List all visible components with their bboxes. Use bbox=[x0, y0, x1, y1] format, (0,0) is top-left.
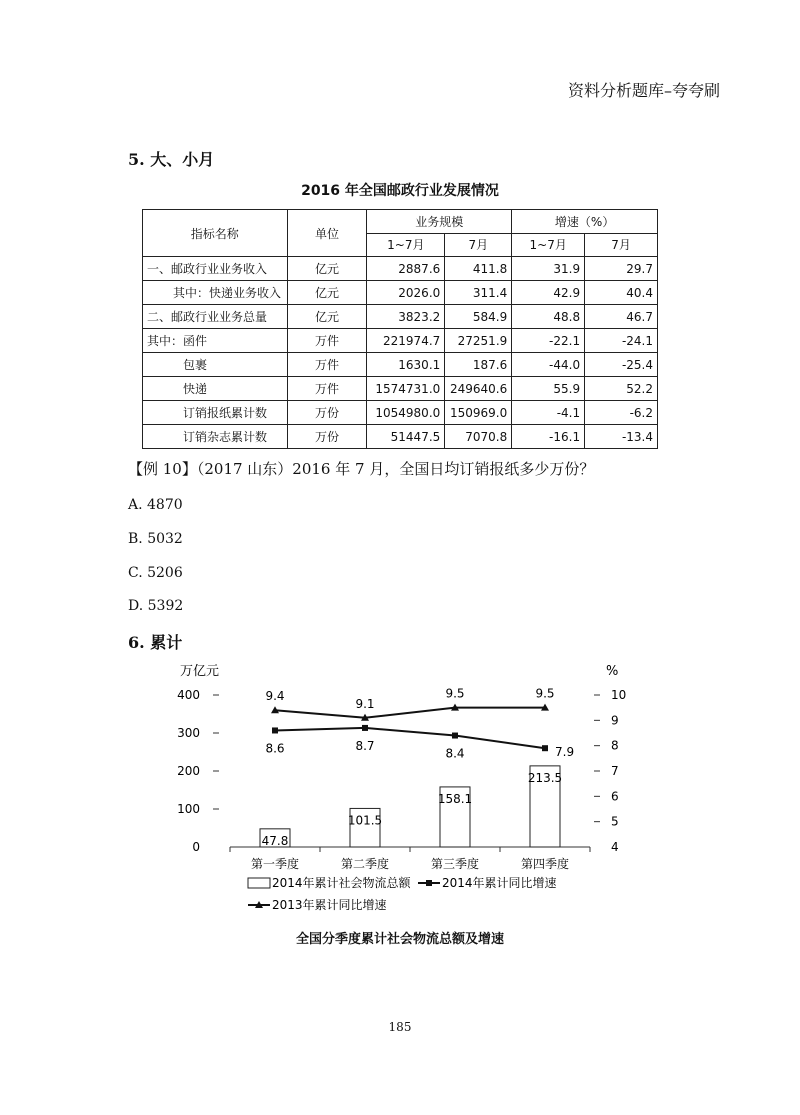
value-cell: -16.1 bbox=[512, 425, 585, 449]
value-cell: 1054980.0 bbox=[367, 401, 445, 425]
right-tick-label: 7 bbox=[611, 764, 619, 778]
left-axis-label: 万亿元 bbox=[180, 664, 220, 679]
table-row bbox=[143, 329, 658, 353]
right-tick-label: 9 bbox=[611, 713, 619, 728]
indicator-cell: 订销杂志累计数 bbox=[143, 425, 288, 449]
indicator-cell: 二、邮政行业业务总量 bbox=[143, 305, 288, 329]
line-data-label: 9.4 bbox=[265, 689, 285, 704]
value-cell: 40.4 bbox=[585, 281, 658, 305]
value-cell: -44.0 bbox=[512, 353, 585, 377]
table-title: 2016 年全国邮政行业发展情况 bbox=[301, 183, 499, 199]
table-row bbox=[143, 353, 658, 377]
table-row bbox=[143, 305, 658, 329]
legend-square-marker bbox=[426, 880, 432, 886]
value-cell: 221974.7 bbox=[367, 329, 445, 353]
value-cell: 3823.2 bbox=[367, 305, 445, 329]
value-cell: -25.4 bbox=[585, 353, 658, 377]
line-data-label: 9.5 bbox=[535, 686, 555, 701]
value-cell: 2026.0 bbox=[367, 281, 445, 305]
table-row bbox=[143, 257, 658, 281]
left-tick-label: 0 bbox=[192, 840, 200, 854]
value-cell: 31.9 bbox=[512, 257, 585, 281]
value-cell: 42.9 bbox=[512, 281, 585, 305]
value-cell: 7070.8 bbox=[445, 425, 512, 449]
section-5-title: 5. 大、小月 bbox=[128, 150, 215, 169]
stats-table bbox=[142, 209, 658, 449]
option-c[interactable]: C. 5206 bbox=[128, 565, 183, 581]
square-marker bbox=[272, 727, 278, 733]
table-row bbox=[143, 281, 658, 305]
unit-cell: 亿元 bbox=[287, 305, 367, 329]
unit-cell: 万份 bbox=[287, 401, 367, 425]
category-label: 第二季度 bbox=[340, 857, 390, 871]
right-axis-label: % bbox=[606, 664, 619, 679]
option-b[interactable]: B. 5032 bbox=[128, 531, 183, 547]
header-scale: 业务规模 bbox=[367, 210, 512, 234]
unit-cell: 万件 bbox=[287, 353, 367, 377]
option-a[interactable]: A. 4870 bbox=[128, 497, 183, 513]
unit-cell: 万件 bbox=[287, 377, 367, 401]
legend-label: 2013年累计同比增速 bbox=[272, 898, 387, 912]
value-cell: -4.1 bbox=[512, 401, 585, 425]
header-growth: 增速（%） bbox=[512, 210, 658, 234]
header-scale-jul: 7月 bbox=[445, 233, 512, 257]
value-cell: 249640.6 bbox=[445, 377, 512, 401]
value-cell: 29.7 bbox=[585, 257, 658, 281]
unit-cell: 万份 bbox=[287, 425, 367, 449]
category-label: 第四季度 bbox=[520, 857, 570, 871]
value-cell: 311.4 bbox=[445, 281, 512, 305]
left-tick-label: 400 bbox=[177, 688, 200, 702]
bar-data-label: 158.1 bbox=[437, 791, 473, 806]
bar-data-label: 213.5 bbox=[527, 770, 563, 785]
header-title: 资料分析题库–夸夸刷 bbox=[567, 81, 720, 100]
value-cell: 1630.1 bbox=[367, 353, 445, 377]
indicator-cell: 一、邮政行业业务收入 bbox=[143, 257, 288, 281]
value-cell: 411.8 bbox=[445, 257, 512, 281]
square-marker bbox=[362, 725, 368, 731]
left-tick-label: 200 bbox=[177, 764, 200, 778]
header-growth-jan-jul: 1~7月 bbox=[512, 233, 585, 257]
value-cell: 46.7 bbox=[585, 305, 658, 329]
right-tick-label: 4 bbox=[611, 840, 619, 854]
header-indicator: 指标名称 bbox=[143, 210, 288, 257]
indicator-cell: 其中：快递业务收入 bbox=[143, 281, 288, 305]
unit-cell: 亿元 bbox=[287, 281, 367, 305]
right-tick-label: 6 bbox=[611, 789, 619, 804]
table-row bbox=[143, 377, 658, 401]
right-tick-label: 8 bbox=[611, 738, 619, 753]
value-cell: -22.1 bbox=[512, 329, 585, 353]
line-data-label: 9.1 bbox=[355, 696, 375, 711]
value-cell: 150969.0 bbox=[445, 401, 512, 425]
series-line-2013-growth bbox=[275, 708, 545, 718]
line-data-label: 7.9 bbox=[555, 745, 575, 760]
legend-label: 2014年累计社会物流总额 bbox=[272, 876, 411, 890]
question-text: 【例 10】（2017 山东）2016 年 7 月，全国日均订销报纸多少万份？ bbox=[128, 460, 595, 478]
left-tick-label: 300 bbox=[177, 726, 200, 740]
series-line-2014-growth bbox=[275, 728, 545, 748]
line-data-label: 9.5 bbox=[445, 686, 465, 701]
value-cell: 2887.6 bbox=[367, 257, 445, 281]
unit-cell: 亿元 bbox=[287, 257, 367, 281]
line-data-label: 8.6 bbox=[265, 741, 285, 756]
table-row bbox=[143, 425, 658, 449]
legend-bar-swatch bbox=[248, 878, 270, 888]
value-cell: 187.6 bbox=[445, 353, 512, 377]
indicator-cell: 快递 bbox=[143, 377, 288, 401]
value-cell: 1574731.0 bbox=[367, 377, 445, 401]
right-tick-label: 10 bbox=[611, 688, 627, 702]
option-d[interactable]: D. 5392 bbox=[128, 598, 184, 614]
right-tick-label: 5 bbox=[611, 814, 619, 829]
header-scale-jan-jul: 1~7月 bbox=[367, 233, 445, 257]
indicator-cell: 订销报纸累计数 bbox=[143, 401, 288, 425]
value-cell: 51447.5 bbox=[367, 425, 445, 449]
square-marker bbox=[452, 733, 458, 739]
section-6-title: 6. 累计 bbox=[128, 633, 183, 652]
value-cell: 55.9 bbox=[512, 377, 585, 401]
left-tick-label: 100 bbox=[177, 802, 200, 816]
value-cell: 27251.9 bbox=[445, 329, 512, 353]
value-cell: -6.2 bbox=[585, 401, 658, 425]
value-cell: 584.9 bbox=[445, 305, 512, 329]
line-data-label: 8.4 bbox=[445, 746, 465, 761]
header-growth-jul: 7月 bbox=[585, 233, 658, 257]
bar-data-label: 47.8 bbox=[261, 833, 289, 848]
unit-cell: 万件 bbox=[287, 329, 367, 353]
value-cell: 52.2 bbox=[585, 377, 658, 401]
table-row bbox=[143, 401, 658, 425]
indicator-cell: 其中：函件 bbox=[143, 329, 288, 353]
indicator-cell: 包裹 bbox=[143, 353, 288, 377]
bar-data-label: 101.5 bbox=[347, 813, 383, 828]
value-cell: -13.4 bbox=[585, 425, 658, 449]
legend-label: 2014年累计同比增速 bbox=[442, 876, 557, 890]
line-data-label: 8.7 bbox=[355, 738, 375, 753]
page-number: 185 bbox=[388, 1020, 412, 1034]
category-label: 第一季度 bbox=[250, 857, 300, 871]
value-cell: -24.1 bbox=[585, 329, 658, 353]
category-label: 第三季度 bbox=[430, 857, 480, 871]
value-cell: 48.8 bbox=[512, 305, 585, 329]
square-marker bbox=[542, 745, 548, 751]
logistics-chart bbox=[0, 655, 800, 925]
header-unit: 单位 bbox=[287, 210, 367, 257]
chart-title: 全国分季度累计社会物流总额及增速 bbox=[295, 932, 504, 947]
